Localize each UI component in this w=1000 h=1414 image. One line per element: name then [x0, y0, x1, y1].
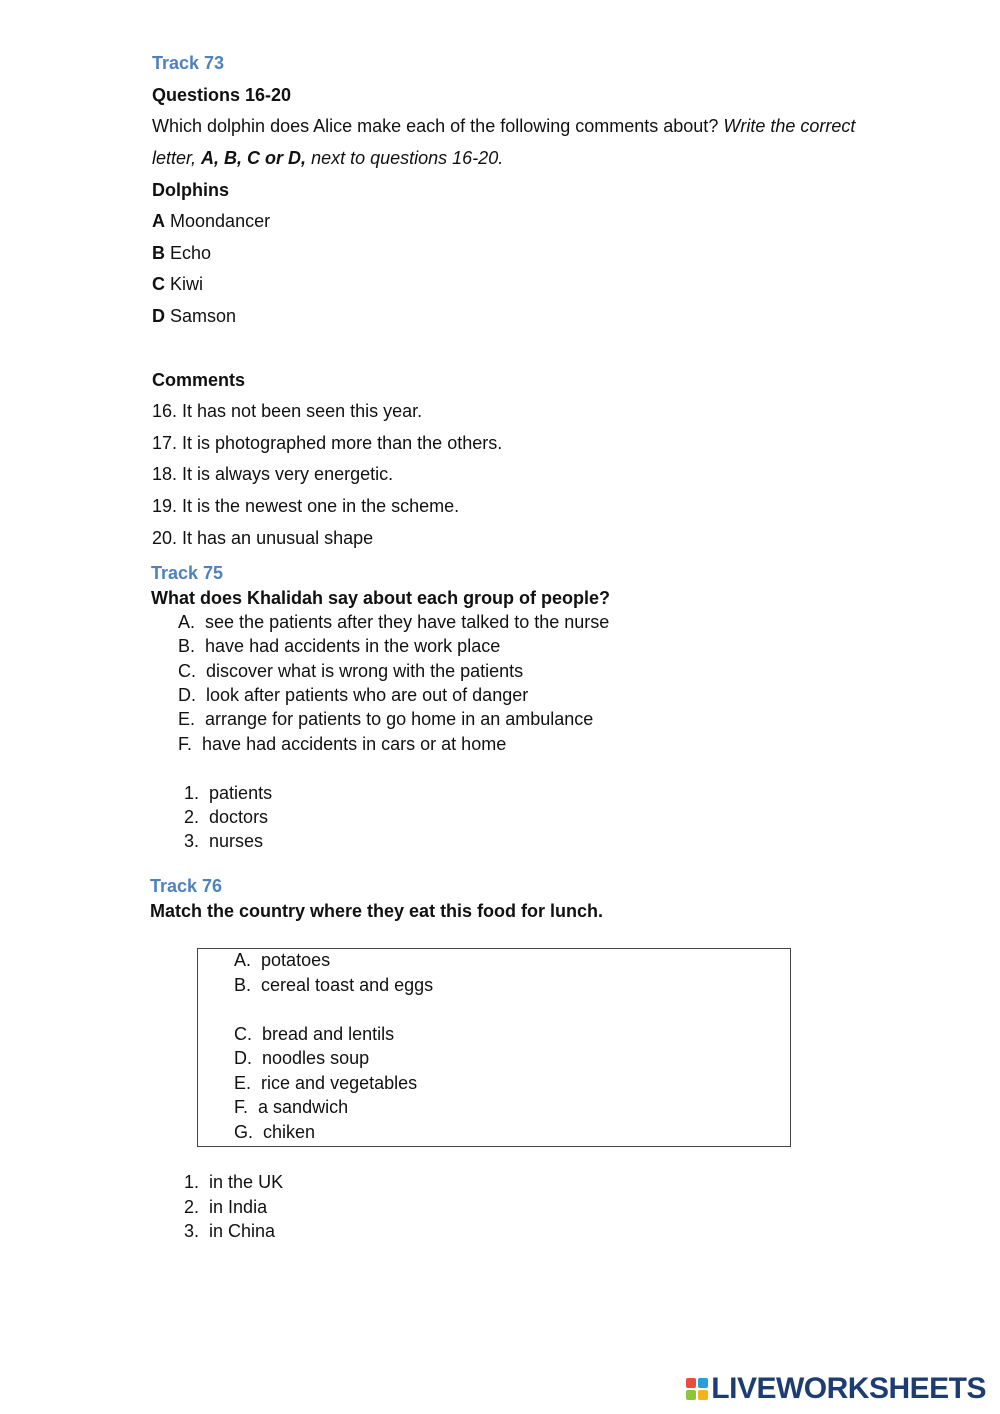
numbered-item [184, 783, 272, 805]
option-letter: D. [178, 685, 196, 705]
numbered-item [184, 1221, 275, 1243]
questions-heading: Questions 16-20 [152, 85, 292, 105]
logo-square [698, 1378, 708, 1388]
option-letter: B [152, 243, 165, 263]
numbered-item [184, 831, 263, 853]
item-number: 2. [184, 1197, 200, 1217]
option-letter: C [152, 274, 165, 294]
instruction-line-1 [152, 116, 855, 138]
logo-square [686, 1378, 696, 1388]
food-option [234, 975, 433, 997]
option-letter: B. [234, 975, 252, 995]
option-text: see the patients after they have talked to the nurse [205, 612, 610, 632]
item-number: 3. [184, 831, 200, 851]
option-text: look after patients who are out of danger [206, 685, 529, 705]
item-text: in the UK [209, 1172, 284, 1192]
option-letter: C. [234, 1024, 252, 1044]
dolphin-name: Samson [170, 306, 237, 326]
food-option [234, 1097, 348, 1119]
comment-item: 17. It is photographed more than the others. [152, 433, 503, 453]
logo-text: LIVEWORKSHEETS [711, 1372, 986, 1405]
comment-item: 20. It has an unusual shape [152, 528, 374, 548]
food-text: a sandwich [258, 1097, 349, 1117]
lunch-question: Match the country where they eat this food for lunch. [150, 901, 604, 921]
option-letter: E. [178, 709, 196, 729]
option-letter: F. [234, 1097, 249, 1117]
option-letter: F. [178, 734, 193, 754]
food-text: bread and lentils [262, 1024, 395, 1044]
item-text: patients [209, 783, 273, 803]
comments-heading: Comments [152, 370, 246, 390]
item-text: in China [209, 1221, 276, 1241]
comment-item: 19. It is the newest one in the scheme. [152, 496, 460, 516]
dolphin-name: Echo [170, 243, 212, 263]
food-text: potatoes [261, 950, 331, 970]
numbered-item [184, 1172, 283, 1194]
dolphin-name: Kiwi [170, 274, 204, 294]
numbered-item [184, 1197, 267, 1219]
numbered-item [184, 807, 268, 829]
option-letter: A [152, 211, 165, 231]
option-letter: D [152, 306, 165, 326]
instruction-bold-letters: A, B, C or D, [201, 148, 307, 168]
dolphin-option [152, 211, 270, 233]
dolphin-name: Moondancer [170, 211, 271, 231]
food-text: chiken [263, 1122, 316, 1142]
list-item [178, 734, 506, 756]
instruction-italic-b: next to questions 16-20. [311, 148, 504, 168]
item-text: doctors [209, 807, 269, 827]
instruction-line-2 [152, 148, 503, 170]
option-letter: A. [234, 950, 252, 970]
option-letter: A. [178, 612, 196, 632]
instruction-italic: Write the correct [723, 116, 856, 136]
food-text: cereal toast and eggs [261, 975, 434, 995]
list-item [178, 661, 523, 683]
item-number: 3. [184, 1221, 200, 1241]
logo-square [686, 1390, 696, 1400]
food-option [234, 1048, 369, 1070]
list-item [178, 685, 528, 707]
food-text: noodles soup [262, 1048, 370, 1068]
food-option [234, 1073, 417, 1095]
option-text: have had accidents in cars or at home [202, 734, 507, 754]
food-text: rice and vegetables [261, 1073, 418, 1093]
option-text: arrange for patients to go home in an ambulance [205, 709, 594, 729]
option-text: discover what is wrong with the patients [206, 661, 524, 681]
option-letter: E. [234, 1073, 252, 1093]
item-number: 1. [184, 1172, 200, 1192]
item-number: 2. [184, 807, 200, 827]
khalidah-question: What does Khalidah say about each group of people? [151, 588, 611, 608]
track-73-label: Track 73 [152, 53, 225, 73]
dolphin-option [152, 274, 203, 296]
item-number: 1. [184, 783, 200, 803]
option-letter: B. [178, 636, 196, 656]
dolphin-option [152, 243, 211, 265]
list-item [178, 636, 500, 658]
track-76-label: Track 76 [150, 876, 223, 896]
track-75-label: Track 75 [151, 563, 224, 583]
dolphins-heading: Dolphins [152, 180, 229, 200]
food-option [234, 950, 330, 972]
list-item [178, 612, 609, 634]
instruction-plain: Which dolphin does Alice make each of the following comments about? [152, 116, 719, 136]
option-text: have had accidents in the work place [205, 636, 501, 656]
logo-grid-icon [686, 1378, 708, 1400]
dolphin-option [152, 306, 236, 328]
comment-item: 18. It is always very energetic. [152, 464, 394, 484]
food-option [234, 1024, 394, 1046]
instruction-italic-a: letter, [152, 148, 197, 168]
option-letter: G. [234, 1122, 254, 1142]
option-letter: D. [234, 1048, 252, 1068]
logo-square [698, 1390, 708, 1400]
item-text: in India [209, 1197, 268, 1217]
option-letter: C. [178, 661, 196, 681]
liveworksheets-logo [686, 1372, 986, 1406]
item-text: nurses [209, 831, 264, 851]
food-option [234, 1122, 315, 1144]
list-item [178, 709, 593, 731]
comment-item: 16. It has not been seen this year. [152, 401, 423, 421]
